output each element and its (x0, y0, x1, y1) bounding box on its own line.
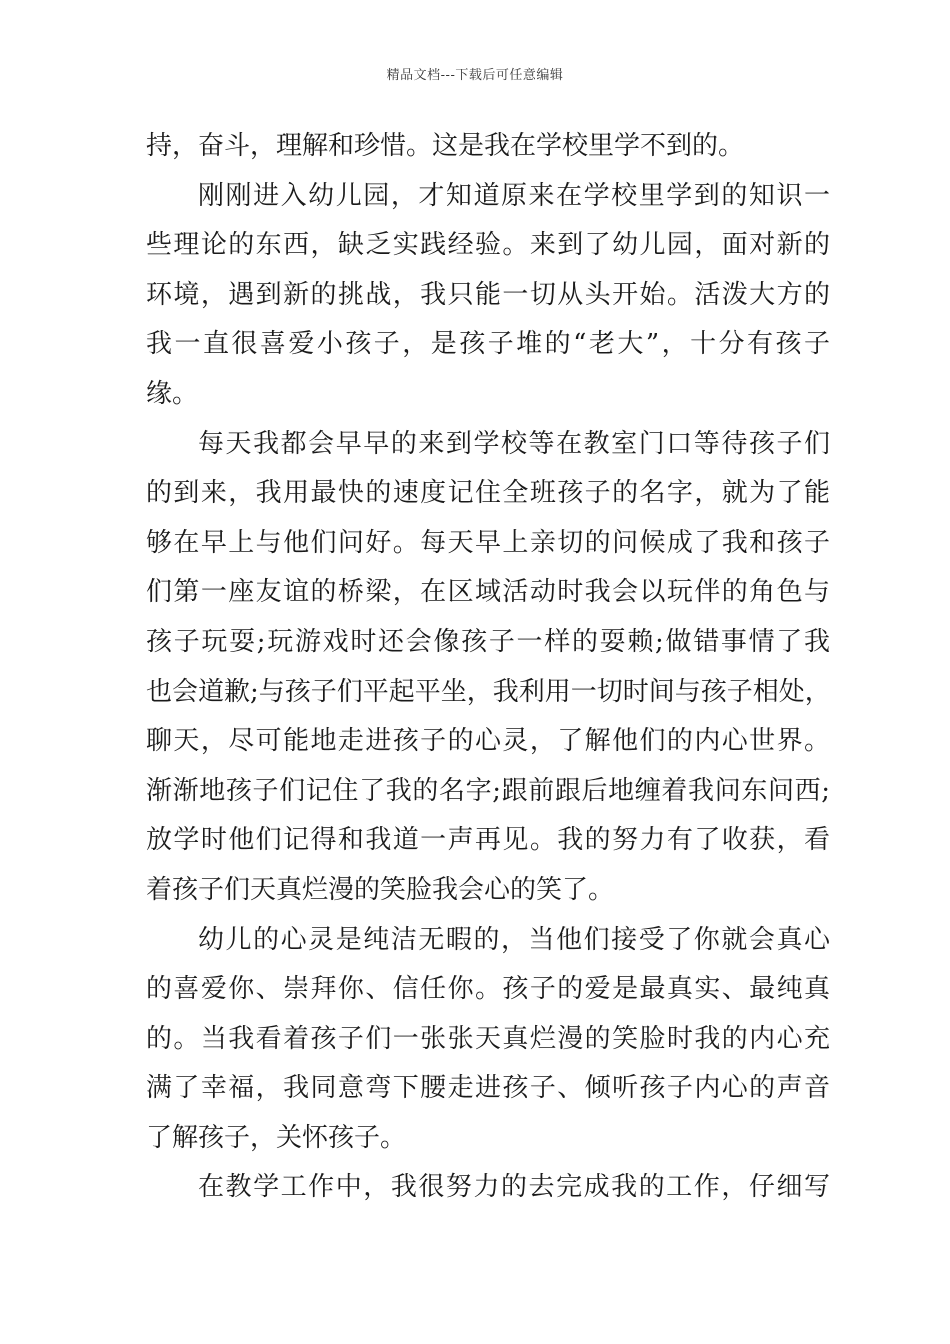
text-line: 着孩子们天真烂漫的笑脸我会心的笑了。 (146, 874, 615, 905)
text-line: 的喜爱你、崇拜你、信任你。孩子的爱是最真实、最纯真 (146, 974, 830, 1005)
text-line: 聊天，尽可能地走进孩子的心灵，了解他们的内心世界。 (146, 726, 830, 757)
text-line: 的到来，我用最快的速度记住全班孩子的名字，就为了能 (146, 478, 830, 509)
text-line: 缘。 (146, 378, 199, 409)
text-line: 了解孩子，关怀孩子。 (146, 1122, 407, 1153)
text-line: 每天我都会早早的来到学校等在教室门口等待孩子们 (198, 428, 830, 459)
text-line: 渐渐地孩子们记住了我的名字;跟前跟后地缠着我问东问西; (146, 775, 830, 806)
text-line: 持，奋斗，理解和珍惜。这是我在学校里学不到的。 (146, 131, 745, 161)
text-line: 放学时他们记得和我道一声再见。我的努力有了收获，看 (146, 825, 830, 856)
text-line: 幼儿的心灵是纯洁无暇的，当他们接受了你就会真心 (198, 924, 830, 955)
text-line: 我一直很喜爱小孩子，是孩子堆的“老大”，十分有孩子 (146, 329, 830, 360)
text-line: 满了幸福，我同意弯下腰走进孩子、倾听孩子内心的声音 (146, 1073, 830, 1104)
text-line: 环境，遇到新的挑战，我只能一切从头开始。活泼大方的 (146, 279, 830, 310)
text-line: 在教学工作中，我很努力的去完成我的工作，仔细写 (198, 1172, 830, 1203)
document-body (146, 122, 830, 1213)
text-line: 的。当我看着孩子们一张张天真烂漫的笑脸时我的内心充 (146, 1023, 830, 1054)
text-line: 们第一座友谊的桥梁，在区域活动时我会以玩伴的角色与 (146, 577, 830, 608)
page-header: 精品文档---下载后可任意编辑 (386, 68, 564, 83)
text-line: 够在早上与他们问好。每天早上亲切的问候成了我和孩子 (146, 527, 830, 558)
text-line: 也会道歉;与孩子们平起平坐，我利用一切时间与孩子相处， (146, 676, 831, 707)
text-line: 孩子玩耍;玩游戏时还会像孩子一样的耍赖;做错事情了我 (146, 626, 830, 657)
text-line: 刚刚进入幼儿园，才知道原来在学校里学到的知识一 (198, 180, 830, 211)
text-line: 些理论的东西，缺乏实践经验。来到了幼儿园，面对新的 (146, 230, 830, 261)
